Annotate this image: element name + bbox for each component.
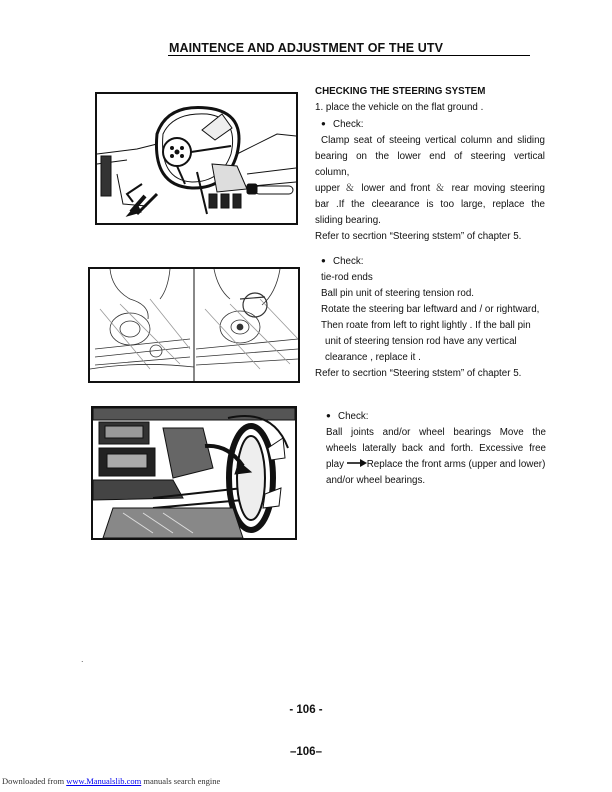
body-line: column, — [315, 167, 350, 178]
steering-wheel-illustration — [95, 92, 298, 225]
body-line: and/or wheel bearings. — [326, 475, 426, 486]
body-line: Ball pin unit of steering tension rod. — [321, 288, 475, 299]
body-line: Rotate the steering bar leftward and / or rightward, — [321, 304, 540, 315]
body-line: Clamp seat of steeing vertical column and sliding — [321, 135, 545, 146]
page-number-secondary: –106– — [290, 746, 322, 758]
body-line: upper ＆ lower and front ＆ rear moving steering — [315, 183, 545, 194]
check-label: Check: — [333, 119, 364, 130]
check-label: Check: — [333, 256, 364, 267]
reference-text: Refer to secrtion “Steering ststem” of chapter 5. — [315, 231, 522, 242]
page-number: - 106 - — [289, 704, 323, 716]
page-title: MAINTENCE AND ADJUSTMENT OF THE UTV — [168, 41, 444, 55]
body-line: wheels laterally back and forth. Excessive free — [326, 443, 546, 454]
tie-rod-illustration — [88, 267, 300, 383]
step-text: 1. place the vehicle on the flat ground . — [315, 102, 484, 113]
check-item — [315, 116, 545, 133]
bullet-icon: ● — [321, 256, 326, 265]
bullet-icon: ● — [326, 411, 331, 420]
title-underline — [168, 55, 530, 56]
body-line: sliding bearing. — [315, 215, 381, 226]
reference-text: Refer to secrtion “Steering ststem” of chapter 5. — [315, 368, 522, 379]
body-line: unit of steering tension rod have any vertical — [325, 336, 517, 347]
body-line-part: play — [326, 459, 344, 470]
footer-prefix: Downloaded from — [2, 776, 65, 786]
body-line — [316, 457, 546, 473]
manualslib-link[interactable]: www.Manualslib.com — [66, 776, 142, 786]
body-line: Then roate from left to right lightly . If the ball pin — [321, 320, 531, 331]
body-line: clearance , replace it . — [325, 352, 421, 363]
download-footer — [2, 776, 220, 786]
check-label: Check: — [338, 411, 369, 422]
section-heading: CHECKING THE STEERING SYSTEM — [315, 86, 486, 97]
wheel-bearing-illustration — [91, 406, 297, 540]
bullet-icon: ● — [321, 119, 326, 128]
section-tie-rod — [315, 253, 547, 382]
body-line-part: Replace the front arms (upper and lower) — [366, 459, 546, 470]
stray-mark: . — [81, 654, 84, 664]
footer-suffix: manuals search engine — [143, 776, 221, 786]
arrow-right-icon — [347, 459, 367, 467]
section-wheel-bearings — [316, 408, 546, 489]
body-line: bearing on the lower end of steering vertical — [315, 151, 545, 162]
body-line: tie-rod ends — [321, 272, 373, 283]
body-line: bar .If the cleearance is too large, replace the — [315, 199, 545, 210]
section-steering-system — [315, 84, 545, 245]
body-line: Ball joints and/or wheel bearings Move the — [326, 427, 546, 438]
check-item — [316, 408, 546, 425]
check-item — [315, 253, 547, 270]
